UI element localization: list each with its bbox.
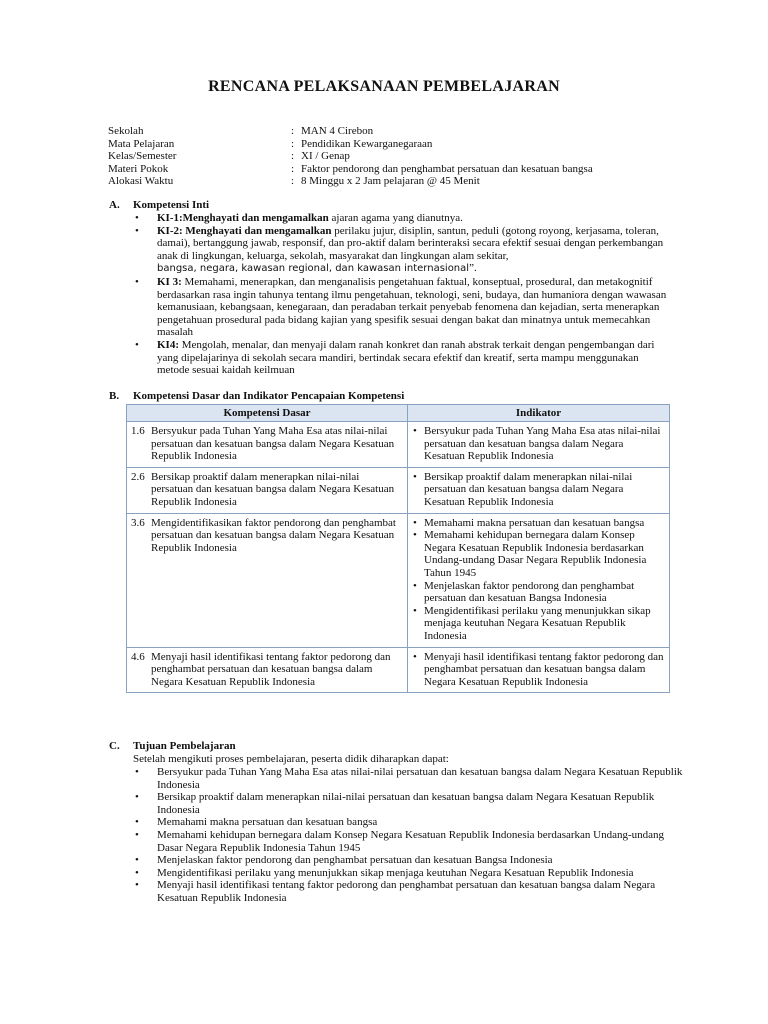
info-label: Kelas/Semester bbox=[108, 150, 177, 163]
indikator-cell bbox=[408, 513, 670, 647]
indikator-item: • Memahami kehidupan bernegara dalam Konsep Negara Kesatuan Republik Indonesia berdasarkan Undang-undang Dasar Negara Republik Indonesia Tahun 1945 bbox=[412, 529, 665, 579]
ki-code: KI-1:Menghayati dan mengamalkan bbox=[157, 212, 329, 224]
info-row bbox=[108, 163, 593, 176]
info-value: MAN 4 Cirebon bbox=[301, 125, 374, 137]
tujuan-list bbox=[133, 766, 688, 905]
section-letter: B. bbox=[109, 390, 120, 402]
kd-number: 3.6 bbox=[131, 516, 145, 529]
info-colon: : bbox=[291, 150, 295, 163]
info-row bbox=[108, 125, 593, 138]
list-item bbox=[133, 276, 673, 339]
table-row bbox=[127, 422, 670, 468]
table-row bbox=[127, 467, 670, 513]
list-item: • Memahami kehidupan bernegara dalam Konsep Negara Kesatuan Republik Indonesia berdasarkan Undang-undang Dasar Negara Republik Indonesia Tahun 1945 bbox=[133, 829, 688, 854]
info-label: Mata Pelajaran bbox=[108, 137, 175, 150]
kd-text: Bersikap proaktif dalam menerapkan nilai-nilai persatuan dan kesatuan bangsa dalam Negara Kesatuan Republik Indonesia bbox=[151, 470, 395, 508]
info-value: Faktor pendorong dan penghambat persatuan dan kesatuan bangsa bbox=[301, 162, 593, 175]
info-row bbox=[108, 150, 593, 163]
column-header-kd: Kompetensi Dasar bbox=[127, 405, 408, 422]
info-row bbox=[108, 175, 593, 188]
kompetensi-table bbox=[126, 404, 670, 693]
info-colon: : bbox=[291, 125, 295, 137]
section-b-heading bbox=[109, 390, 404, 403]
table-header-row bbox=[127, 405, 670, 422]
section-c-heading bbox=[109, 740, 236, 753]
section-letter: A. bbox=[109, 199, 120, 211]
identity-block bbox=[108, 125, 593, 188]
ki-text: Memahami, menerapkan, dan menganalisis pengetahuan faktual, konseptual, prosedural, dan metakognitif berdasarkan rasa ingin tahunya tentang ilmu pengetahuan, teknologi, seni, budaya, dan humaniora dengan wawasan kemanusiaan, kebangsaan, kenegaraan, dan peradaban terkait penyebab fenomena dan kejadian, serta menerapkan pengetahuan prosedural pada bidang kajian yang spesifik sesuai dengan bakat dan minatnya untuk memecahkan masalah bbox=[157, 275, 667, 339]
column-header-indikator: Indikator bbox=[408, 405, 670, 422]
info-colon: : bbox=[291, 175, 295, 188]
kd-number: 2.6 bbox=[131, 470, 145, 483]
ki-text: ajaran agama yang dianutnya. bbox=[328, 212, 463, 224]
indikator-item: • Mengidentifikasi perilaku yang menunjukkan sikap menjaga keutuhan Negara Kesatuan Republik Indonesia bbox=[412, 605, 665, 643]
list-item: • Menyaji hasil identifikasi tentang faktor pedorong dan penghambat persatuan dan kesatuan bangsa dalam Negara Kesatuan Republik Indonesia bbox=[133, 879, 688, 904]
list-item bbox=[133, 212, 673, 225]
list-item: • Mengidentifikasi perilaku yang menunjukkan sikap menjaga keutuhan Negara Kesatuan Republik Indonesia bbox=[133, 867, 688, 880]
indikator-item: • Bersyukur pada Tuhan Yang Maha Esa atas nilai-nilai persatuan dan kesatuan bangsa dalam Negara Kesatuan Republik Indonesia bbox=[412, 425, 665, 463]
indikator-cell bbox=[408, 422, 670, 468]
info-row bbox=[108, 138, 593, 151]
section-title: Kompetensi Inti bbox=[133, 199, 210, 211]
indikator-item: • Menyaji hasil identifikasi tentang faktor pedorong dan penghambat persatuan dan kesatuan bangsa dalam Negara Kesatuan Republik Indonesia bbox=[412, 651, 665, 689]
info-value: XI / Genap bbox=[301, 150, 350, 163]
section-a-heading bbox=[109, 199, 209, 212]
indikator-cell bbox=[408, 467, 670, 513]
list-item bbox=[133, 225, 673, 276]
ki-code: KI 3: bbox=[157, 275, 182, 288]
table-row bbox=[127, 647, 670, 693]
ki-code: KI-2: Menghayati dan mengamalkan bbox=[157, 224, 332, 237]
info-colon: : bbox=[291, 137, 295, 150]
indikator-cell bbox=[408, 647, 670, 693]
list-item: • Menjelaskan faktor pendorong dan penghambat persatuan dan kesatuan Bangsa Indonesia bbox=[133, 854, 688, 867]
info-value: 8 Minggu x 2 Jam pelajaran @ 45 Menit bbox=[301, 175, 480, 188]
kd-cell bbox=[127, 647, 408, 693]
list-item: • Memahami makna persatuan dan kesatuan bangsa bbox=[133, 816, 688, 829]
tujuan-intro: Setelah mengikuti proses pembelajaran, peserta didik diharapkan dapat: bbox=[133, 753, 449, 765]
table-row bbox=[127, 513, 670, 647]
info-value: Pendidikan Kewarganegaraan bbox=[301, 137, 433, 150]
kd-number: 4.6 bbox=[131, 650, 145, 663]
indikator-item: • Bersikap proaktif dalam menerapkan nilai-nilai persatuan dan kesatuan bangsa dalam Negara Kesatuan Republik Indonesia bbox=[412, 471, 665, 509]
info-label: Sekolah bbox=[108, 125, 144, 137]
ki-text-sans: bangsa, negara, kawasan regional, dan kawasan internasional bbox=[157, 263, 470, 275]
ki-text-end: ”. bbox=[469, 262, 477, 275]
kd-cell bbox=[127, 513, 408, 647]
info-label: Alokasi Waktu bbox=[108, 175, 174, 188]
list-item: • Bersyukur pada Tuhan Yang Maha Esa atas nilai-nilai persatuan dan kesatuan bangsa dalam Negara Kesatuan Republik Indonesia bbox=[133, 766, 688, 791]
kd-cell bbox=[127, 422, 408, 468]
kd-text: Mengidentifikasikan faktor pendorong dan penghambat persatuan dan kesatuan bangsa dalam Negara Kesatuan Republik Indonesia bbox=[151, 516, 396, 554]
info-label: Materi Pokok bbox=[108, 162, 169, 175]
section-letter: C. bbox=[109, 740, 120, 752]
kd-number: 1.6 bbox=[131, 425, 145, 437]
kd-text: Menyaji hasil identifikasi tentang faktor pedorong dan penghambat persatuan dan kesatuan bangsa dalam Negara Kesatuan Republik Indonesia bbox=[151, 650, 391, 688]
ki-code: KI4: bbox=[157, 338, 179, 351]
ki-text: perilaku jujur, disiplin, santun, peduli (gotong royong, kerjasama, toleran, damai), bertanggung jawab, responsif, dan pro-aktif dalam berinteraksi secara efektif sesuai dengan perkembangan anak di lingkungan, keluarga, sekolah, masyarakat dan lingkungan alam sekitar, bbox=[157, 224, 664, 262]
indikator-item: • Memahami makna persatuan dan kesatuan bangsa bbox=[412, 517, 665, 530]
list-item bbox=[133, 339, 673, 377]
info-colon: : bbox=[291, 162, 295, 175]
kd-text: Bersyukur pada Tuhan Yang Maha Esa atas nilai-nilai persatuan dan kesatuan bangsa dalam Negara Kesatuan Republik Indonesia bbox=[151, 425, 395, 463]
kd-cell bbox=[127, 467, 408, 513]
indikator-item: • Menjelaskan faktor pendorong dan penghambat persatuan dan kesatuan Bangsa Indonesia bbox=[412, 580, 665, 605]
list-item: • Bersikap proaktif dalam menerapkan nilai-nilai persatuan dan kesatuan bangsa dalam Negara Kesatuan Republik Indonesia bbox=[133, 791, 688, 816]
section-title: Kompetensi Dasar dan Indikator Pencapaian Kompetensi bbox=[133, 390, 405, 402]
section-title: Tujuan Pembelajaran bbox=[133, 740, 236, 752]
ki-text: Mengolah, menalar, dan menyaji dalam ranah konkret dan ranah abstrak terkait dengan pengembangan dari yang dipelajarinya di sekolah secara mandiri, bertindak secara efektif dan kreatif, serta mampu menggunakan metode sesuai kaidah keilmuan bbox=[157, 338, 655, 377]
page-title: RENCANA PELAKSANAAN PEMBELAJARAN bbox=[208, 78, 560, 95]
kompetensi-inti-list bbox=[133, 212, 673, 377]
